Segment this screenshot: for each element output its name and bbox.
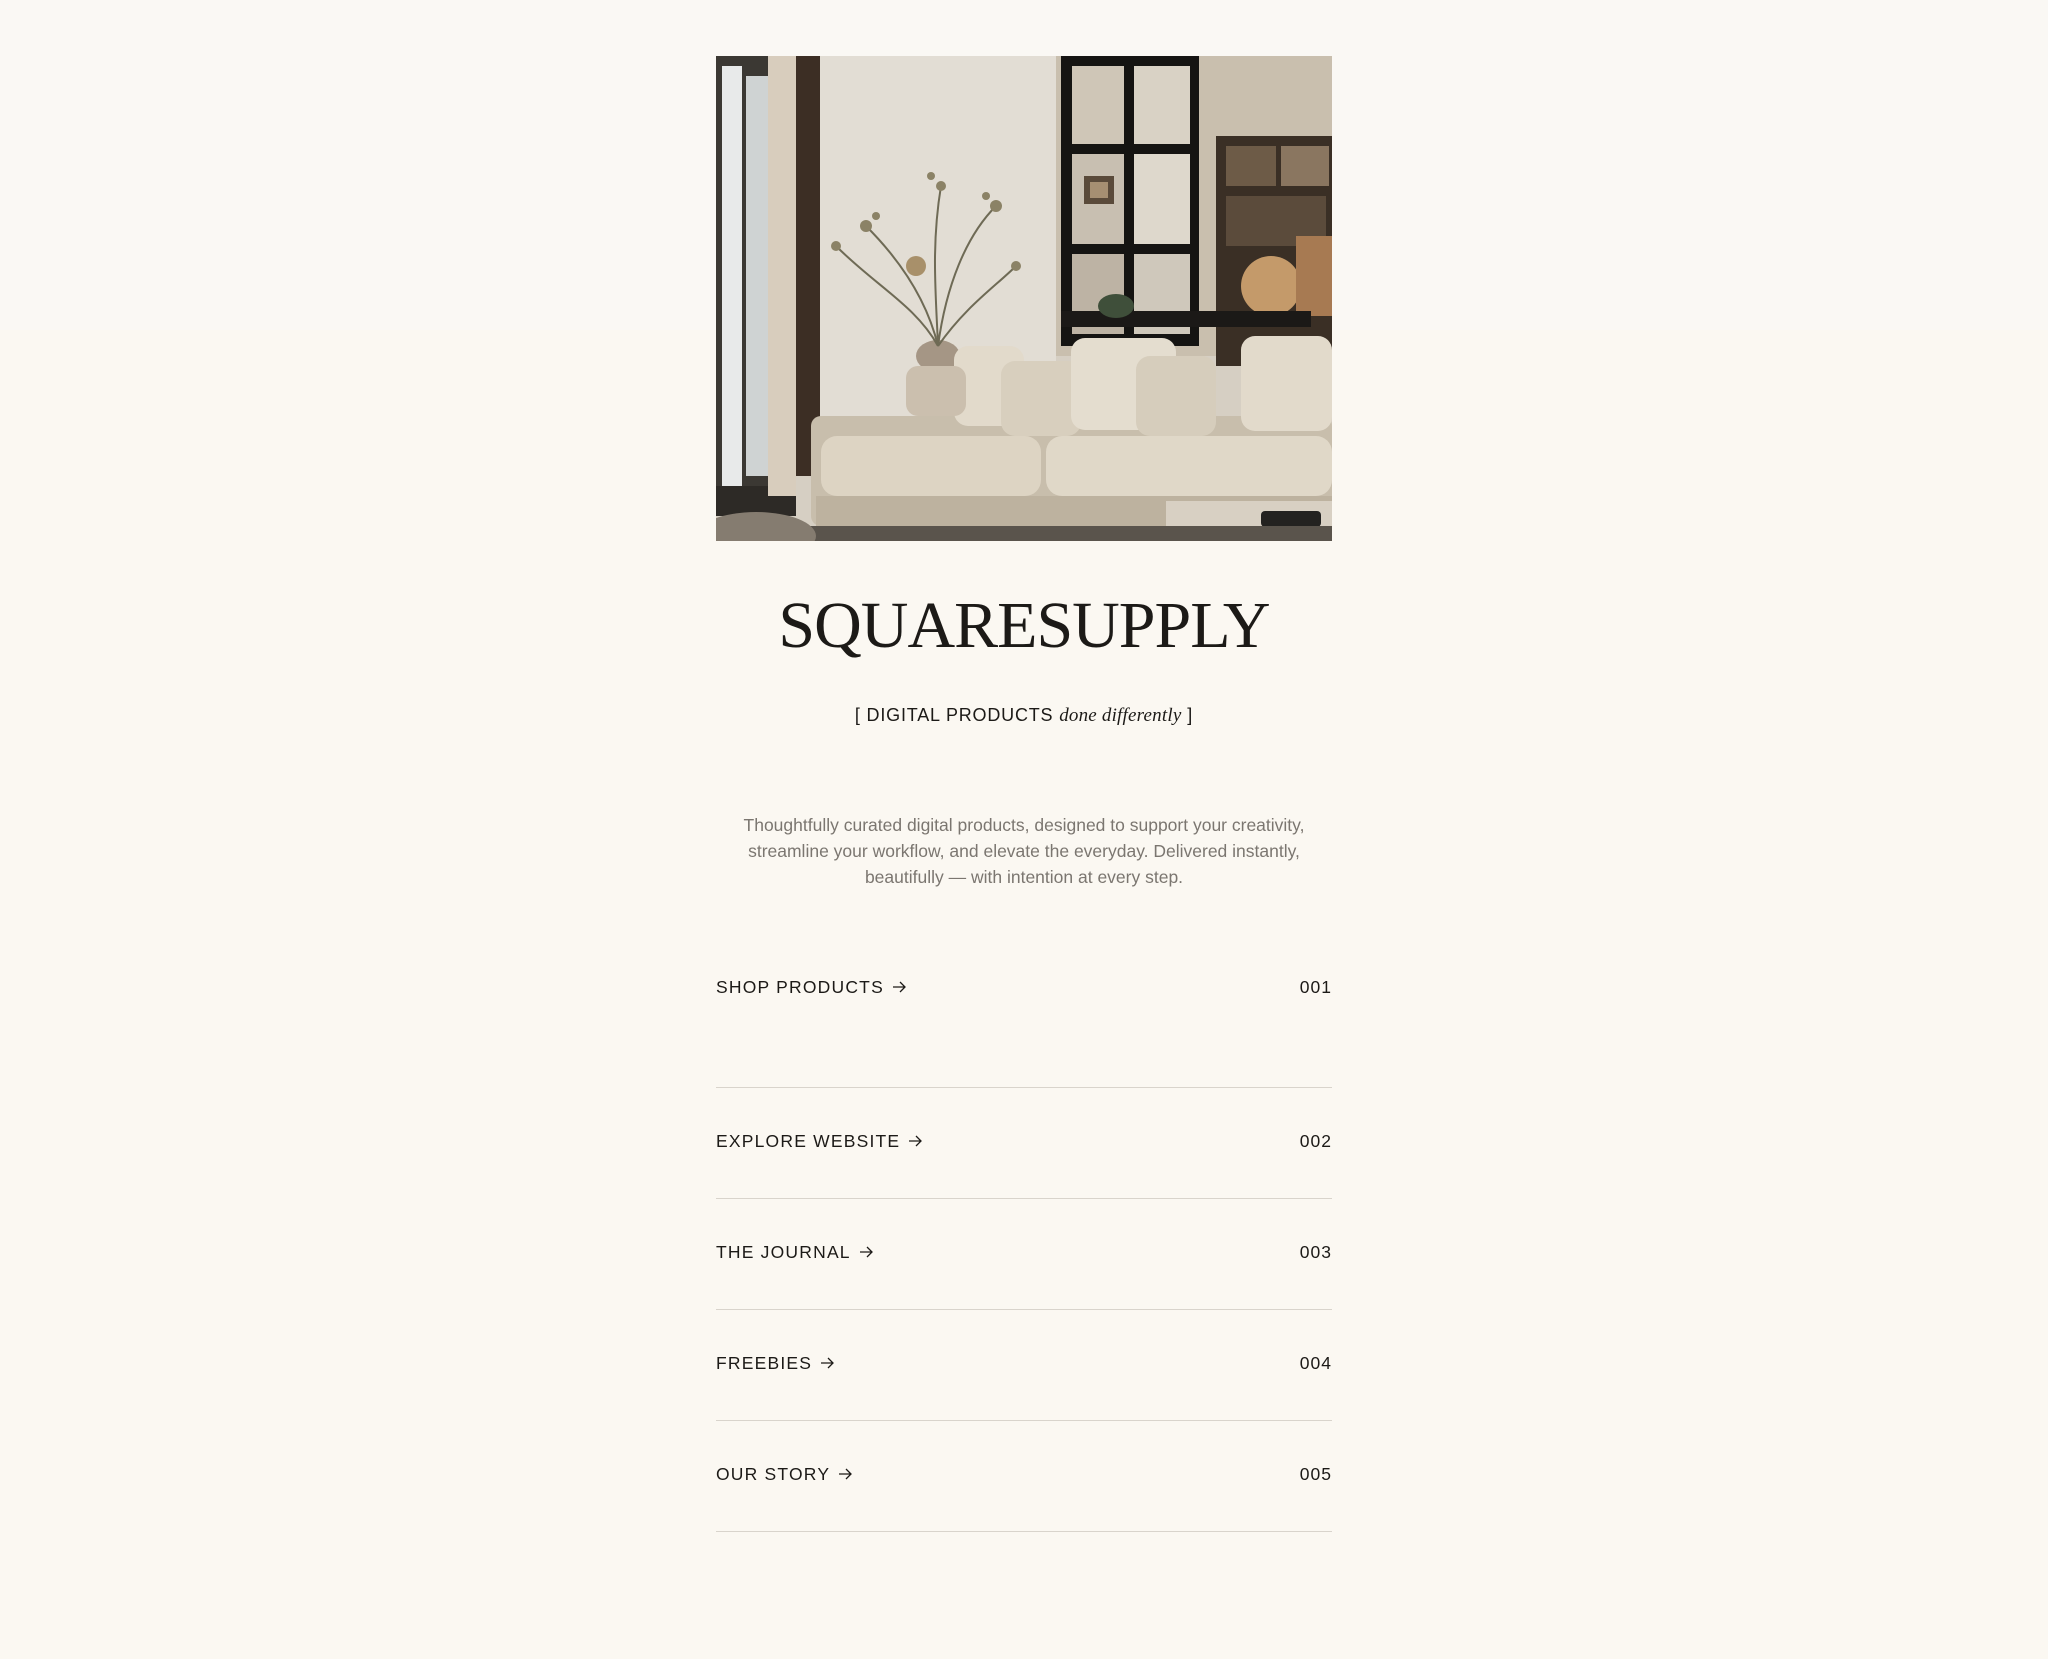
nav-item-label: THE JOURNAL — [716, 1242, 851, 1262]
arrow-right-icon — [892, 980, 907, 994]
hero-image — [716, 56, 1332, 541]
nav-item-left — [716, 977, 907, 997]
nav-item-freebies[interactable] — [716, 1310, 1332, 1421]
brand-title: SQUARESUPPLY — [778, 589, 1270, 662]
arrow-right-icon — [908, 1134, 923, 1148]
nav-item-number: 005 — [1299, 1464, 1332, 1484]
arrow-right-icon — [838, 1467, 853, 1481]
nav-item-left — [716, 1464, 853, 1484]
nav-item-the-journal[interactable] — [716, 1199, 1332, 1310]
nav-item-left — [716, 1131, 923, 1151]
nav-item-label: OUR STORY — [716, 1464, 831, 1484]
nav-item-left — [716, 1242, 874, 1262]
nav-item-explore-website[interactable] — [716, 1088, 1332, 1199]
nav-item-shop-products[interactable] — [716, 978, 1332, 1088]
intro-description: Thoughtfully curated digital products, designed to support your creativity, streamline your workflow, and elevate the everyday. Delivered instantly, beautifully — with intention at every step. — [743, 815, 1305, 887]
link-in-bio-column — [716, 56, 1332, 1532]
arrow-right-icon — [859, 1245, 874, 1259]
nav-item-number: 002 — [1299, 1131, 1332, 1151]
nav-item-number: 001 — [1299, 977, 1332, 997]
nav-item-left — [716, 1353, 835, 1373]
tagline-open-bracket: [ — [854, 705, 861, 725]
nav-item-label: EXPLORE WEBSITE — [716, 1131, 901, 1151]
tagline-close-bracket: ] — [1187, 705, 1194, 725]
nav-item-our-story[interactable] — [716, 1421, 1332, 1532]
tagline-italic: done differently — [1059, 705, 1182, 726]
arrow-right-icon — [820, 1356, 835, 1370]
nav-item-number: 003 — [1299, 1242, 1332, 1262]
nav-item-number: 004 — [1299, 1353, 1332, 1373]
nav-item-label: SHOP PRODUCTS — [716, 977, 884, 997]
link-list — [716, 978, 1332, 1532]
tagline-caps: DIGITAL PRODUCTS — [866, 705, 1054, 725]
nav-item-label: FREEBIES — [716, 1353, 813, 1373]
tagline — [716, 705, 1332, 727]
